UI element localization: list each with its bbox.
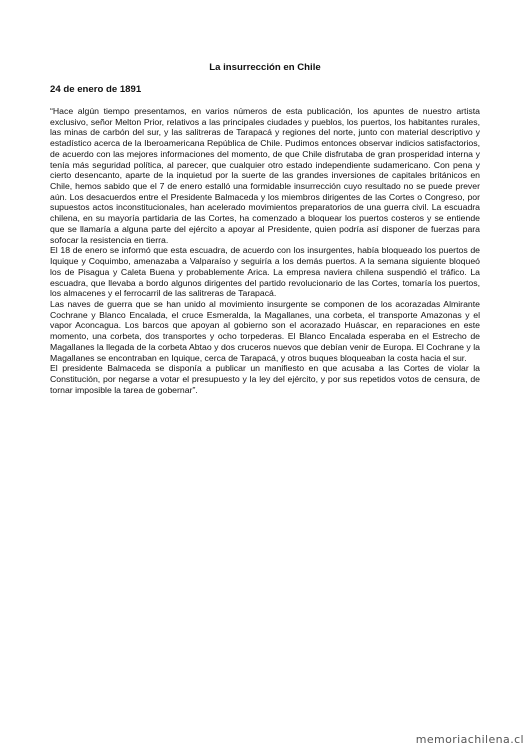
document-title: La insurrección en Chile xyxy=(209,62,321,73)
body-paragraph: Las naves de guerra que se han unido al movimiento insurgente se componen de los acorazadas Almirante Cochrane y Blanco Encalada, el cruce Esmeralda, la Magallanes, una corbeta, el transporte Amazonas y el vapor Aconcagua. Los barcos que apoyan al gobierno son el acorazado Huáscar, en reparaciones en este momento, una corbeta, dos transportes y ocho torpederas. El Blanco Encalada esperaba en el Estrecho de Magallanes la llegada de la corbeta Abtao y dos cruceros nuevos que debían venir de Europa. El Cochrane y la Magallanes se encontraban en Iquique, cerca de Tarapacá, y otros buques bloqueaban la costa hacia el sur. xyxy=(50,298,480,363)
source-watermark: memoriachilena.cl xyxy=(415,733,524,746)
body-paragraph: El 18 de enero se informó que esta escuadra, de acuerdo con los insurgentes, había bloqueado los puertos de Iquique y Coquimbo, amenazaba a Valparaíso y seguiría a los demás puertos. A la semana siguiente bloqueó los de Pisagua y Caleta Buena y probablemente Arica. La empresa naviera chilena suspendió el tráfico. La escuadra, que llevaba a bordo algunos dirigentes del partido revolucionario de las Cortes, tomaría los puertos, los almacenes y el ferrocarril de las salitreras de Tarapacá. xyxy=(50,245,480,299)
document-date: 24 de enero de 1891 xyxy=(50,84,142,95)
body-paragraph: El presidente Balmaceda se disponía a publicar un manifiesto en que acusaba a las Cortes de violar la Constitución, por negarse a votar el presupuesto y la ley del ejército, y por sus repetidos votos de censura, de tornar imposible la tarea de gobernar”. xyxy=(50,363,480,395)
document-body xyxy=(50,106,480,395)
body-paragraph: “Hace algún tiempo presentamos, en varios números de esta publicación, los apuntes de nuestro artista exclusivo, señor Melton Prior, relativos a las principales ciudades y pueblos, los puertos, los habitantes rurales, las minas de carbón del sur, y las salitreras de Tarapacá y regiones del norte, junto con material descriptivo y estadístico acerca de la Iberoamericana República de Chile. Pudimos entonces observar indicios satisfactorios, de acuerdo con las mejores informaciones del momento, de que Chile disfrutaba de gran prosperidad interna y tenía más seguridad política, al parecer, que cualquier otro estado independiente sudamericano. Con pena y cierto desencanto, aparte de la inquietud por la suerte de las grandes inversiones de capitales británicos en Chile, hemos sabido que el 7 de enero estalló una formidable insurrección cuyo resultado no se puede prever aún. Los desacuerdos entre el Presidente Balmaceda y los miembros dirigentes de las Cortes o Congreso, por supuestos actos inconstitucionales, han acelerado movimientos preparatorios de una guerra civil. La escuadra chilena, en su mayoría partidaria de las Cortes, ha comenzado a bloquear los puertos costeros y se entiende que se llamaría a alguna parte del ejército a apoyar al Presidente, quien podría así disponer de fuerzas para sofocar la resistencia en tierra. xyxy=(50,106,480,245)
